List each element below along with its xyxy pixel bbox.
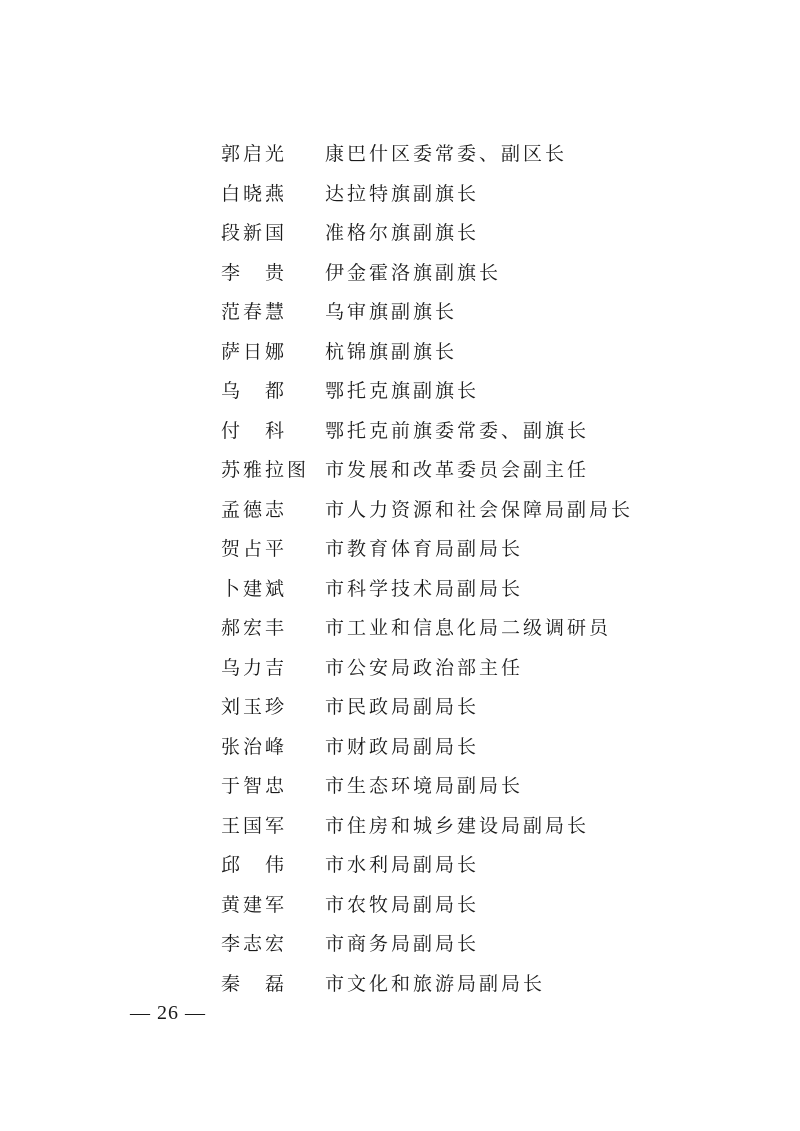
- person-name: 李贵: [221, 261, 310, 284]
- person-name: 刘玉珍: [221, 696, 288, 719]
- person-name: 乌力吉: [221, 656, 288, 679]
- list-item: [221, 212, 691, 252]
- person-title: 市财政局副局长: [325, 735, 480, 758]
- person-title: 杭锦旗副旗长: [325, 340, 458, 363]
- person-title: 康巴什区委常委、副区长: [325, 143, 568, 166]
- page-number: — 26 —: [130, 1002, 206, 1024]
- list-item: [221, 726, 691, 766]
- person-name: 郝宏丰: [221, 617, 288, 640]
- person-title: 准格尔旗副旗长: [325, 222, 480, 245]
- person-name: 段新国: [221, 222, 288, 245]
- person-title: 市农牧局副局长: [325, 893, 480, 916]
- person-name: 萨日娜: [221, 340, 288, 363]
- person-title: 市公安局政治部主任: [325, 656, 524, 679]
- person-title: 达拉特旗副旗长: [325, 182, 480, 205]
- list-item: [221, 133, 691, 173]
- person-name: 黄建军: [221, 893, 288, 916]
- person-title: 市教育体育局副局长: [325, 538, 524, 561]
- person-title: 市工业和信息化局二级调研员: [325, 617, 612, 640]
- list-item: [221, 647, 691, 687]
- person-title: 市文化和旅游局副局长: [325, 972, 546, 995]
- person-name: 乌都: [221, 380, 310, 403]
- person-title: 伊金霍洛旗副旗长: [325, 261, 502, 284]
- list-item: [221, 923, 691, 963]
- list-item: [221, 607, 691, 647]
- person-name: 苏雅拉图: [221, 459, 310, 482]
- list-item: [221, 844, 691, 884]
- person-title: 市生态环境局副局长: [325, 775, 524, 798]
- person-title: 鄂托克旗副旗长: [325, 380, 480, 403]
- person-name: 邱伟: [221, 854, 310, 877]
- list-item: [221, 252, 691, 292]
- person-name: 范春慧: [221, 301, 288, 324]
- person-name: 李志宏: [221, 933, 288, 956]
- list-item: [221, 410, 691, 450]
- person-title: 市商务局副局长: [325, 933, 480, 956]
- list-item: [221, 686, 691, 726]
- person-name: 付科: [221, 419, 310, 442]
- person-name: 孟德志: [221, 498, 288, 521]
- list-item: [221, 331, 691, 371]
- person-title: 市住房和城乡建设局副局长: [325, 814, 590, 837]
- list-item: [221, 805, 691, 845]
- person-name: 白晓燕: [221, 182, 288, 205]
- list-item: [221, 528, 691, 568]
- person-title: 市发展和改革委员会副主任: [325, 459, 590, 482]
- list-item: [221, 489, 691, 529]
- person-title: 市人力资源和社会保障局副局长: [325, 498, 634, 521]
- person-title: 市水利局副局长: [325, 854, 480, 877]
- person-name: 卜建斌: [221, 577, 288, 600]
- person-name: 秦磊: [221, 972, 310, 995]
- list-item: [221, 963, 691, 1003]
- list-item: [221, 765, 691, 805]
- person-name: 郭启光: [221, 143, 288, 166]
- list-item: [221, 568, 691, 608]
- person-name: 张治峰: [221, 735, 288, 758]
- person-title: 市民政局副局长: [325, 696, 480, 719]
- list-item: [221, 449, 691, 489]
- person-name: 贺占平: [221, 538, 288, 561]
- person-title: 市科学技术局副局长: [325, 577, 524, 600]
- list-item: [221, 884, 691, 924]
- person-title: 乌审旗副旗长: [325, 301, 458, 324]
- list-item: [221, 370, 691, 410]
- list-item: [221, 291, 691, 331]
- person-name: 于智忠: [221, 775, 288, 798]
- person-name: 王国军: [221, 814, 288, 837]
- personnel-list: [221, 133, 691, 1002]
- list-item: [221, 173, 691, 213]
- person-title: 鄂托克前旗委常委、副旗长: [325, 419, 590, 442]
